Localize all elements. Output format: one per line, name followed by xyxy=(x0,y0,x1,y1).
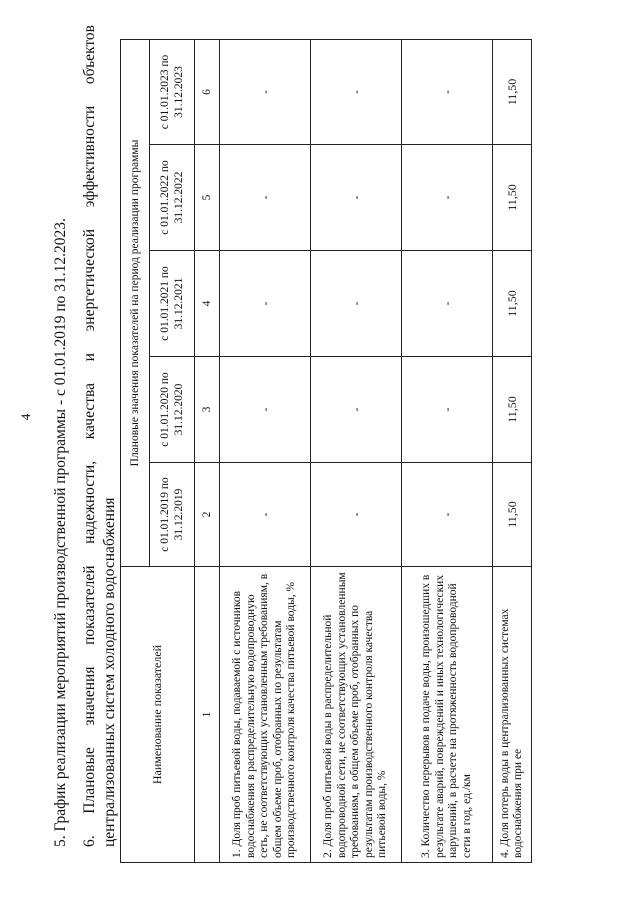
indicator-value: - xyxy=(220,463,311,567)
indicators-table xyxy=(120,39,532,863)
indicator-value: 11,50 xyxy=(493,357,532,463)
indicator-value: - xyxy=(311,145,402,251)
indicator-value: 11,50 xyxy=(493,251,532,357)
page-number: 4 xyxy=(18,413,33,421)
header-plan-values: Плановые значения показателей на период реализации программы xyxy=(121,40,150,567)
indicator-value: 11,50 xyxy=(493,463,532,567)
section-6-word: показателей xyxy=(81,565,98,645)
header-period: с 01.01.2022 по 31.12.2022 xyxy=(150,145,195,251)
header-period: с 01.01.2023 по 31.12.2023 xyxy=(150,40,195,145)
column-number: 6 xyxy=(195,40,220,145)
header-period: с 01.01.2021 по 31.12.2021 xyxy=(150,251,195,357)
section-6-word: Плановые xyxy=(81,747,98,814)
section-6-word: эффективности xyxy=(81,105,98,208)
indicator-value: - xyxy=(402,463,493,567)
header-indicator-name: Наименование показателей xyxy=(121,567,195,863)
indicator-value: - xyxy=(402,145,493,251)
table-row xyxy=(311,40,402,863)
indicator-value: - xyxy=(220,145,311,251)
indicator-value: 11,50 xyxy=(493,40,532,145)
indicator-name: 4. Доля потерь воды в централизованных системах водоснабжения при ее xyxy=(493,567,532,863)
column-number: 4 xyxy=(195,251,220,357)
indicator-name: 2. Доля проб питьевой воды в распределительной водопроводной сети, не соответствующих установленным требованиям, в общем объеме проб, отобранных по результатам производственного контроля качества питьевой воды, % xyxy=(311,567,402,863)
indicator-value: - xyxy=(220,40,311,145)
table-row xyxy=(402,40,493,863)
indicator-value: - xyxy=(402,40,493,145)
header-period: с 01.01.2020 по 31.12.2020 xyxy=(150,357,195,463)
indicator-value: - xyxy=(311,251,402,357)
column-number: 1 xyxy=(195,567,220,863)
section-6-word: надежности, xyxy=(81,460,98,544)
indicator-name: 3. Количество перерывов в подаче воды, произошедших в результате аварий, повреждений и иных технологических нарушений, в расчете на протяженность водопроводной сети в год, ед./км xyxy=(402,567,493,863)
column-number: 5 xyxy=(195,145,220,251)
indicator-value: - xyxy=(402,251,493,357)
section-6-heading xyxy=(80,25,120,847)
header-period: с 01.01.2019 по 31.12.2019 xyxy=(150,463,195,567)
section-6-word: значения xyxy=(81,666,98,726)
indicator-value: - xyxy=(311,357,402,463)
section-6-word: качества xyxy=(81,382,98,440)
section-6-word: и xyxy=(81,353,98,362)
indicator-name: 1. Доля проб питьевой воды, подаваемой с источников водоснабжения в распределительную водопроводную сеть, не соответствующих установленным требованиям, в общем объеме проб, отобранных по результатам производственного контроля качества питьевой воды, % xyxy=(220,567,311,863)
table-row xyxy=(220,40,311,863)
indicator-value: - xyxy=(220,251,311,357)
column-number: 2 xyxy=(195,463,220,567)
column-number: 3 xyxy=(195,357,220,463)
section-6-word: энергетической xyxy=(81,228,98,332)
section-6-word: 6. xyxy=(81,835,98,847)
section-6-word: объектов xyxy=(81,25,98,85)
indicator-value: - xyxy=(311,463,402,567)
column-number-row xyxy=(195,40,220,863)
indicator-value: - xyxy=(311,40,402,145)
section-6-line-1 xyxy=(80,25,100,847)
indicator-value: - xyxy=(402,357,493,463)
section-6-line-2: централизованных систем холодного водоснабжения xyxy=(101,497,118,847)
indicator-value: - xyxy=(220,357,311,463)
indicator-value: 11,50 xyxy=(493,145,532,251)
table-row xyxy=(493,40,532,863)
section-5-heading: 5. График реализации мероприятий производственной программы - с 01.01.2019 по 31.12.2023. xyxy=(52,218,69,847)
